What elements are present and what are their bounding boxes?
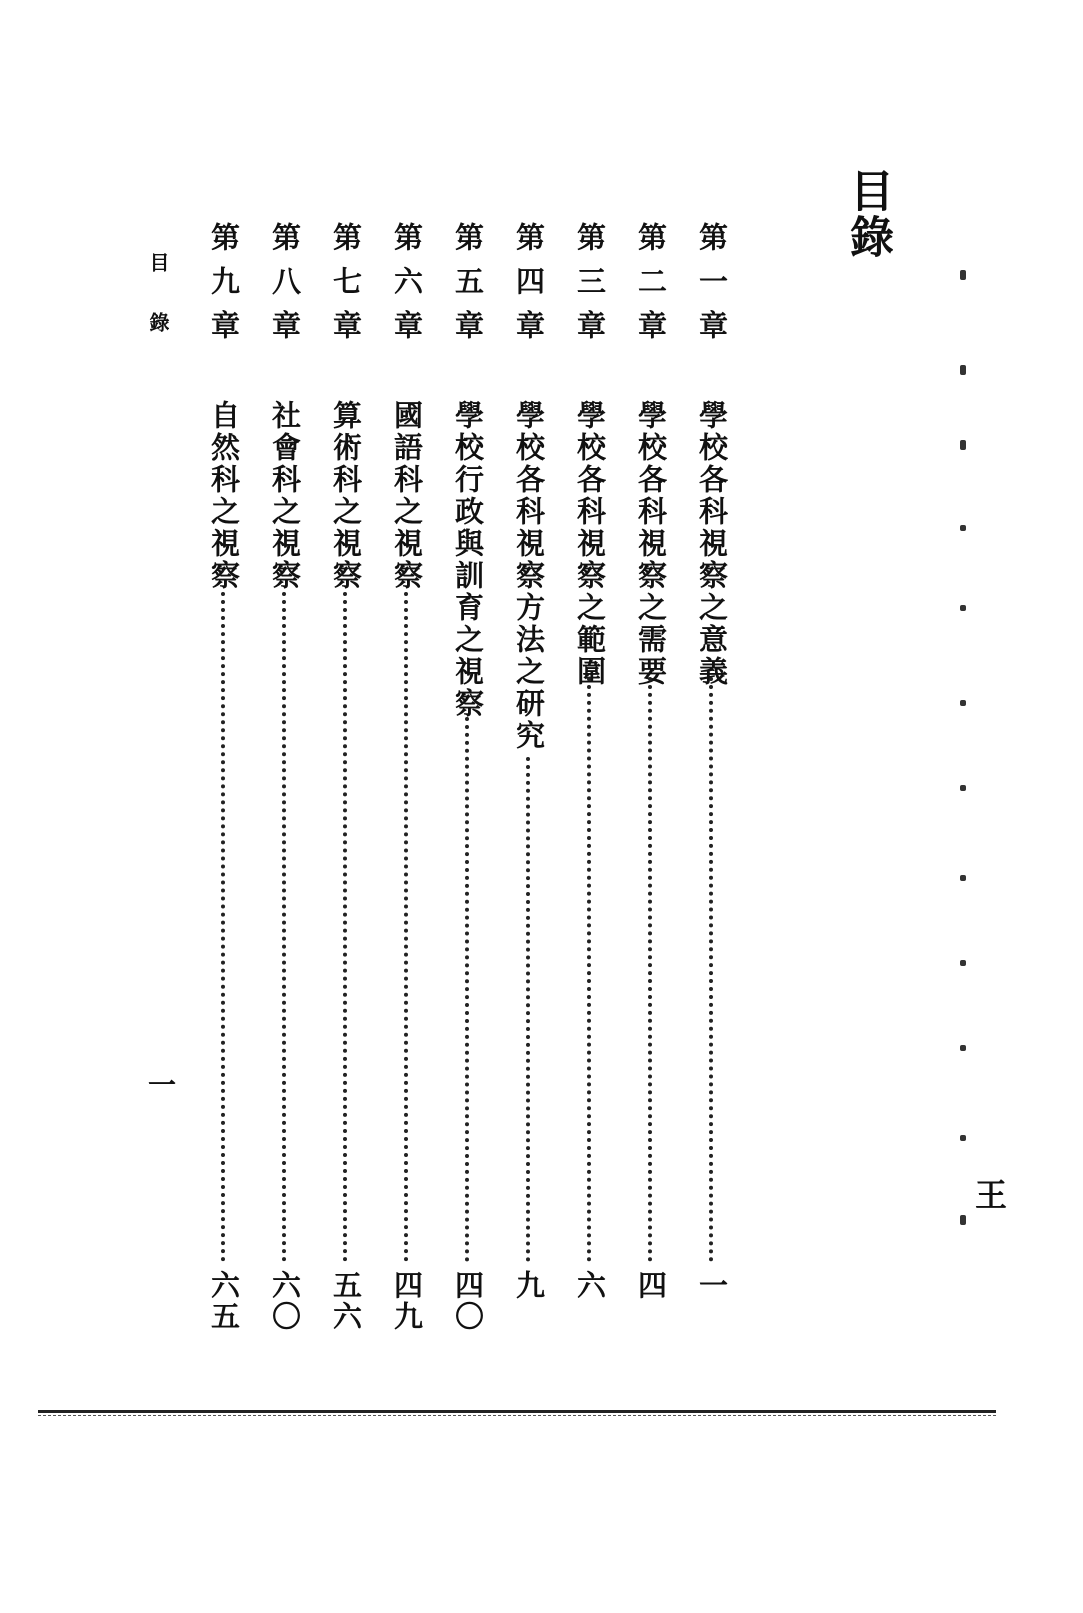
bottom-rule-shadow [38,1415,996,1416]
bottom-rule [38,1410,996,1413]
toc-entry [263,222,307,1342]
chapter-label: 第六章 [390,222,424,354]
chapter-topic: 算術科之視察 [329,400,363,592]
toc-entry [690,222,734,1342]
page-number: 四 [634,1270,668,1301]
page-number: 六〇 [268,1270,302,1332]
chapter-label: 第九章 [207,222,241,354]
folio-number: 一 [144,1070,177,1098]
chapter-label: 第三章 [573,222,607,354]
leader-dots [404,592,408,1262]
leader-dots [648,677,652,1262]
toc-entry [202,222,246,1342]
chapter-label: 第四章 [512,222,546,354]
leader-dots [526,757,530,1262]
leader-dots [709,677,713,1262]
edge-glyph: 王 [970,1178,1008,1210]
leader-dots [221,592,225,1262]
toc-entry [446,222,490,1342]
page-number: 六 [573,1270,607,1301]
chapter-topic: 社會科之視察 [268,400,302,592]
toc-entry [629,222,673,1342]
chapter-topic: 學校行政與訓育之視察 [451,400,485,720]
page-number: 九 [512,1270,546,1301]
page-number: 四〇 [451,1270,485,1332]
leader-dots [282,592,286,1262]
chapter-topic: 學校各科視察之需要 [634,400,668,688]
chapter-topic: 自然科之視察 [207,400,241,592]
chapter-label: 第七章 [329,222,363,354]
leader-dots [587,677,591,1262]
page-number: 六五 [207,1270,241,1332]
chapter-label: 第二章 [634,222,668,354]
toc-entry [324,222,368,1342]
leader-dots [343,592,347,1262]
page-edge-marks [952,270,982,1240]
toc-entry [507,222,551,1342]
toc-entry [568,222,612,1342]
chapter-topic: 學校各科視察之範圍 [573,400,607,688]
chapter-label: 第五章 [451,222,485,354]
chapter-topic: 學校各科視察方法之研究 [512,400,546,752]
leader-dots [465,717,469,1262]
chapter-topic: 國語科之視察 [390,400,424,592]
page-number: 四九 [390,1270,424,1332]
chapter-label: 第八章 [268,222,302,354]
chapter-label: 第一章 [695,222,729,354]
chapter-topic: 學校各科視察之意義 [695,400,729,688]
toc-entry [385,222,429,1342]
page-number: 一 [695,1270,729,1301]
running-header: 目錄 [146,252,170,372]
page-number: 五六 [329,1270,363,1332]
page-title: 目錄 [842,168,893,260]
